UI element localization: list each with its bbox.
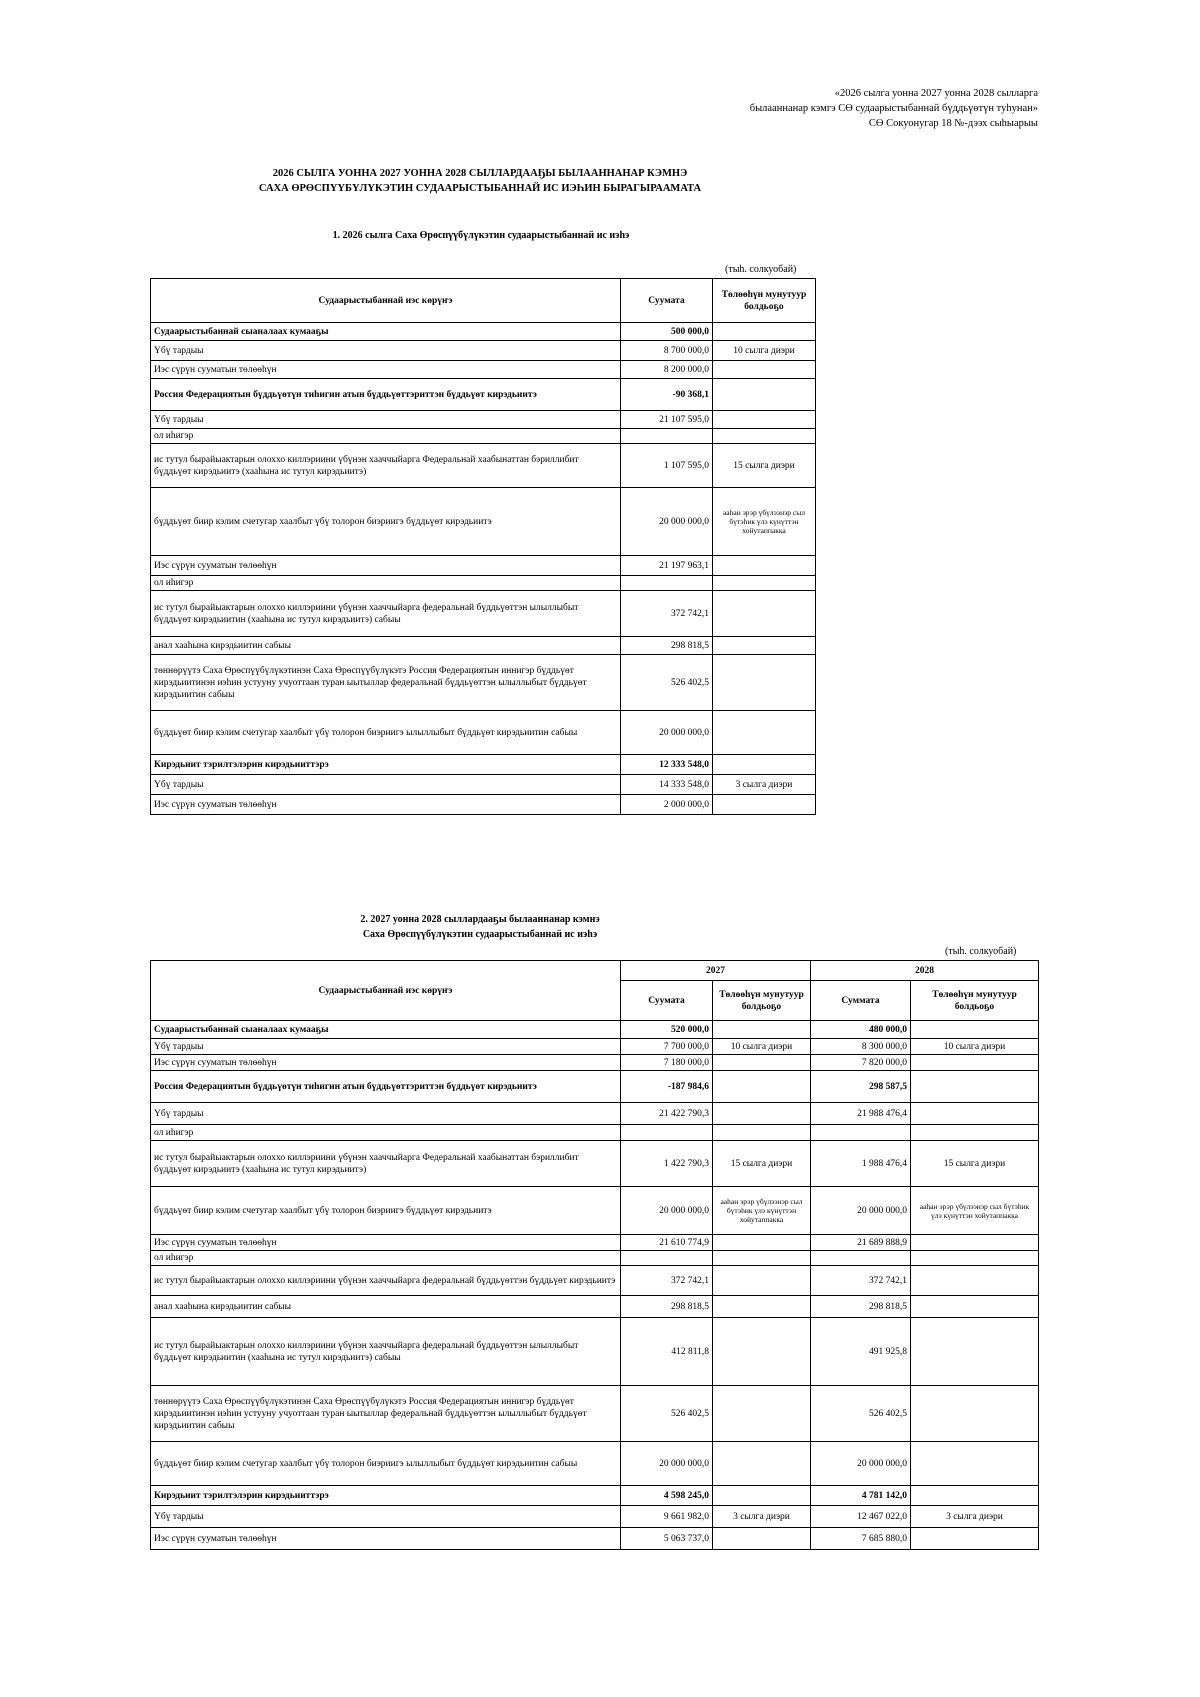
row-amount-2027: 526 402,5	[621, 1386, 713, 1442]
row-label: Кирэдьиит тэрилтэлэрин кирэдьииттэрэ	[151, 755, 621, 775]
row-amount: 298 818,5	[621, 637, 713, 655]
table-row	[151, 556, 816, 576]
row-amount-2028: 21 988 476,4	[811, 1103, 911, 1125]
row-label: ол иһигэр	[151, 429, 621, 444]
row-amount-2028: 12 467 022,0	[811, 1506, 911, 1528]
row-amount-2027: 20 000 000,0	[621, 1187, 713, 1235]
row-label: Иэс сүрүн сууматын төлөөһүн	[151, 795, 621, 815]
row-term-2028	[911, 1235, 1039, 1251]
row-amount-2027: 7 180 000,0	[621, 1055, 713, 1071]
row-term-2028: ааһан эрэр үбүлээнэр сыл бүтэһик үлэ күнүттэн хойутаппакка	[911, 1187, 1039, 1235]
row-amount: 8 700 000,0	[621, 341, 713, 361]
table-row	[151, 655, 816, 711]
row-label: бүддьүөт биир кэлим счетугар хаалбыт үбү толорон биэриигэ ылыллыбыт бүддьүөт кирэдьиитин сабыы	[151, 1442, 621, 1486]
table-row	[151, 1528, 1039, 1550]
table-row	[151, 1296, 1039, 1318]
row-amount-2027: 372 742,1	[621, 1266, 713, 1296]
section-2-title-line-2: Саха Өрөспүүбүлүкэтин судаарыстыбаннай ис иэһэ	[362, 929, 598, 940]
table-row	[151, 1235, 1039, 1251]
table-row	[151, 755, 816, 775]
row-term-2027	[713, 1125, 811, 1141]
row-amount-2028: 4 781 142,0	[811, 1486, 911, 1506]
row-term-2027	[713, 1528, 811, 1550]
document-title-line-1: 2026 СЫЛГА УОННА 2027 УОННА 2028 СЫЛЛАРДААҔЫ БЫЛААННАНАР КЭМНЭ	[272, 168, 688, 179]
row-term-2027	[713, 1251, 811, 1266]
table-row	[151, 711, 816, 755]
document-title	[180, 166, 780, 196]
table-row	[151, 1103, 1039, 1125]
row-term	[713, 655, 816, 711]
table-row	[151, 1386, 1039, 1442]
row-amount-2027: -187 984,6	[621, 1071, 713, 1103]
row-label: төннөрүүтэ Саха Өрөспүүбүлүкэтинэн Саха Өрөспүүбүлүкэтэ Россия Федерациятын иннигэр бүддьүөт кирэдьиитинэн иэһин устууну учуоттаан туран ыытыллар федеральнай бүддьүөттэн ылыллыбыт бүддьүөт кирэдьиитин сабыы	[151, 1386, 621, 1442]
table-row	[151, 576, 816, 591]
table-row	[151, 379, 816, 411]
section-1-header-row	[151, 279, 816, 323]
row-term: ааһан эрэр үбүлээнэр сыл бүтэһик үлэ күнүттэн хойутаппакка	[713, 488, 816, 556]
row-amount-2028: 526 402,5	[811, 1386, 911, 1442]
row-amount: 526 402,5	[621, 655, 713, 711]
row-term-2028	[911, 1528, 1039, 1550]
header-note-line-3: СӨ Сокуонугар 18 №-дээх сыһыарыы	[868, 118, 1038, 129]
header-amount: Суумата	[621, 279, 713, 323]
row-label: ол иһигэр	[151, 1251, 621, 1266]
header-note	[750, 86, 1038, 131]
table-row	[151, 591, 816, 637]
row-amount-2028	[811, 1125, 911, 1141]
row-label: Үбү тардыы	[151, 341, 621, 361]
header-term-2028: Төлөөһүн мунутуур болдьоҕо	[911, 981, 1039, 1021]
table-row	[151, 1187, 1039, 1235]
row-label: Иэс сүрүн сууматын төлөөһүн	[151, 556, 621, 576]
row-term-2027	[713, 1021, 811, 1039]
row-term	[713, 591, 816, 637]
row-term-2028	[911, 1103, 1039, 1125]
row-term: 3 сылга диэри	[713, 775, 816, 795]
row-label: ис тутул бырайыактарын олоххо киллэриини үбүнэн хааччыйарга федеральнай бүддьүөттэн бүддьүөт кирэдьиитэ	[151, 1266, 621, 1296]
row-amount: 2 000 000,0	[621, 795, 713, 815]
row-term: 10 сылга диэри	[713, 341, 816, 361]
row-term-2028	[911, 1021, 1039, 1039]
table-row	[151, 1125, 1039, 1141]
row-term-2028	[911, 1071, 1039, 1103]
row-term-2027	[713, 1486, 811, 1506]
row-term	[713, 576, 816, 591]
row-term-2027: 10 сылга диэри	[713, 1039, 811, 1055]
row-amount-2027	[621, 1125, 713, 1141]
row-term-2028: 10 сылга диэри	[911, 1039, 1039, 1055]
row-term	[713, 429, 816, 444]
table-row	[151, 1039, 1039, 1055]
row-amount-2028: 298 818,5	[811, 1296, 911, 1318]
header-term: Төлөөһүн мунутуур болдьоҕо	[713, 279, 816, 323]
row-amount-2028: 1 988 476,4	[811, 1141, 911, 1187]
row-label: Россия Федерациятын бүддьүөтүн тиһигин атын бүддьүөттэриттэн бүддьүөт кирэдьиитэ	[151, 379, 621, 411]
section-1-unit-label: (тыһ. солкуобай)	[725, 264, 797, 275]
table-row	[151, 444, 816, 488]
row-term-2028	[911, 1442, 1039, 1486]
row-amount-2028: 7 685 880,0	[811, 1528, 911, 1550]
row-label: Үбү тардыы	[151, 1103, 621, 1125]
row-term-2028: 3 сылга диэри	[911, 1506, 1039, 1528]
table-row	[151, 488, 816, 556]
row-term-2028	[911, 1266, 1039, 1296]
section-1-table-body	[151, 323, 816, 815]
row-term-2028	[911, 1486, 1039, 1506]
header-debt-type: Судаарыстыбаннай иэс көрүҥэ	[151, 961, 621, 1021]
row-amount-2028: 491 925,8	[811, 1318, 911, 1386]
row-term-2027	[713, 1055, 811, 1071]
table-row	[151, 1486, 1039, 1506]
row-term-2027	[713, 1318, 811, 1386]
row-term-2028	[911, 1251, 1039, 1266]
row-term	[713, 323, 816, 341]
document-title-line-2: САХА ӨРӨСПҮҮБҮЛҮКЭТИН СУДААРЫСТЫБАННАЙ ИС ИЭҺИН БЫРАГЫРААМАТА	[258, 183, 702, 194]
row-term	[713, 556, 816, 576]
row-term-2028	[911, 1386, 1039, 1442]
table-row	[151, 1442, 1039, 1486]
table-row	[151, 637, 816, 655]
section-2-header-row-years	[151, 961, 1039, 981]
row-amount	[621, 576, 713, 591]
row-label: Үбү тардыы	[151, 1039, 621, 1055]
row-amount-2027: 20 000 000,0	[621, 1442, 713, 1486]
row-amount: 372 742,1	[621, 591, 713, 637]
row-label: төннөрүүтэ Саха Өрөспүүбүлүкэтинэн Саха Өрөспүүбүлүкэтэ Россия Федерациятын иннигэр бүддьүөт кирэдьиитинэн иэһин устууну учуоттаан туран ыытыллар федеральнай бүддьүөттэн ылыллыбыт бүддьүөт кирэдьиитин сабыы	[151, 655, 621, 711]
table-row	[151, 775, 816, 795]
row-amount-2027: 1 422 790,3	[621, 1141, 713, 1187]
header-debt-type: Судаарыстыбаннай иэс көрүҥэ	[151, 279, 621, 323]
row-amount-2027	[621, 1251, 713, 1266]
header-note-line-1: «2026 сылга уонна 2027 уонна 2028 сылларга	[834, 88, 1038, 99]
section-2-unit-label: (тыһ. солкуобай)	[945, 946, 1017, 957]
table-row	[151, 1071, 1039, 1103]
row-amount: 20 000 000,0	[621, 488, 713, 556]
row-label: ол иһигэр	[151, 1125, 621, 1141]
row-label: бүддьүөт биир кэлим счетугар хаалбыт үбү толорон биэриигэ ылыллыбыт бүддьүөт кирэдьиитин сабыы	[151, 711, 621, 755]
row-amount-2028: 8 300 000,0	[811, 1039, 911, 1055]
row-term-2028: 15 сылга диэри	[911, 1141, 1039, 1187]
header-amount-2028: Суммата	[811, 981, 911, 1021]
row-term	[713, 795, 816, 815]
row-term-2027	[713, 1071, 811, 1103]
row-amount-2027: 21 422 790,3	[621, 1103, 713, 1125]
row-amount-2027: 298 818,5	[621, 1296, 713, 1318]
row-term-2027	[713, 1103, 811, 1125]
row-label: Судаарыстыбаннай сыаналаах кумааҕы	[151, 323, 621, 341]
row-amount-2028: 21 689 888,9	[811, 1235, 911, 1251]
table-row	[151, 1055, 1039, 1071]
row-amount-2028: 20 000 000,0	[811, 1442, 911, 1486]
table-row	[151, 1266, 1039, 1296]
row-label: ис тутул бырайыактарын олоххо киллэриини үбүнэн хааччыйарга Федеральнай хаабынаттан бэриллибит бүддьүөт кирэдьиитэ (хааһына ис тутул кирэдьиитэ)	[151, 444, 621, 488]
row-term-2027: ааһан эрэр үбүлээнэр сыл бүтэһик үлэ күнүттэн хойутаппакка	[713, 1187, 811, 1235]
row-label: Кирэдьиит тэрилтэлэрин кирэдьииттэрэ	[151, 1486, 621, 1506]
header-term-2027: Төлөөһүн мунутуур болдьоҕо	[713, 981, 811, 1021]
row-label: ис тутул бырайыактарын олоххо киллэриини үбүнэн хааччыйарга федеральнай бүддьүөттэн ылыллыбыт бүддьүөт кирэдьиитин (хааһына ис тутул кирэдьиитэ) сабыы	[151, 1318, 621, 1386]
row-term-2028	[911, 1318, 1039, 1386]
row-amount-2027: 21 610 774,9	[621, 1235, 713, 1251]
row-amount-2027: 9 661 982,0	[621, 1506, 713, 1528]
row-amount	[621, 429, 713, 444]
table-row	[151, 361, 816, 379]
row-label: Иэс сүрүн сууматын төлөөһүн	[151, 1055, 621, 1071]
row-label: Россия Федерациятын бүддьүөтүн тиһигин атын бүддьүөттэриттэн бүддьүөт кирэдьиитэ	[151, 1071, 621, 1103]
row-term-2028	[911, 1296, 1039, 1318]
row-label: анал хааһына кирэдьиитин сабыы	[151, 637, 621, 655]
section-2-title	[180, 912, 780, 942]
section-2-title-line-1: 2. 2027 уонна 2028 сыллардааҕы былааннанар кэмнэ	[360, 914, 600, 925]
row-term-2028	[911, 1055, 1039, 1071]
section-2-table-body	[151, 1021, 1039, 1550]
row-amount-2028: 480 000,0	[811, 1021, 911, 1039]
table-row	[151, 411, 816, 429]
row-label: Үбү тардыы	[151, 1506, 621, 1528]
row-term-2027: 15 сылга диэри	[713, 1141, 811, 1187]
row-label: Үбү тардыы	[151, 411, 621, 429]
row-term-2027: 3 сылга диэри	[713, 1506, 811, 1528]
row-amount-2028: 7 820 000,0	[811, 1055, 911, 1071]
row-term	[713, 411, 816, 429]
row-label: Үбү тардыы	[151, 775, 621, 795]
row-amount-2027: 7 700 000,0	[621, 1039, 713, 1055]
row-term	[713, 637, 816, 655]
row-label: ол иһигэр	[151, 576, 621, 591]
table-row	[151, 1251, 1039, 1266]
row-term-2027	[713, 1386, 811, 1442]
row-amount: 21 107 595,0	[621, 411, 713, 429]
row-amount: 21 197 963,1	[621, 556, 713, 576]
row-label: Иэс сүрүн сууматын төлөөһүн	[151, 361, 621, 379]
row-amount-2027: 412 811,8	[621, 1318, 713, 1386]
row-label: бүддьүөт биир кэлим счетугар хаалбыт үбү толорон биэриигэ бүддьүөт кирэдьиитэ	[151, 488, 621, 556]
row-amount-2028	[811, 1251, 911, 1266]
row-amount: 14 333 548,0	[621, 775, 713, 795]
row-amount-2027: 520 000,0	[621, 1021, 713, 1039]
row-amount-2028: 298 587,5	[811, 1071, 911, 1103]
row-label: Иэс сүрүн сууматын төлөөһүн	[151, 1235, 621, 1251]
table-row	[151, 429, 816, 444]
section-1-title: 1. 2026 сылга Саха Өрөспүүбүлүкэтин судаарыстыбаннай ис иэһэ	[332, 230, 630, 241]
row-term	[713, 755, 816, 775]
header-amount-2027: Суумата	[621, 981, 713, 1021]
row-amount: 1 107 595,0	[621, 444, 713, 488]
row-term	[713, 379, 816, 411]
table-row	[151, 1318, 1039, 1386]
row-term-2028	[911, 1125, 1039, 1141]
row-amount: 8 200 000,0	[621, 361, 713, 379]
table-row	[151, 1141, 1039, 1187]
row-label: ис тутул бырайыактарын олоххо киллэриини үбүнэн хааччыйарга Федеральнай хаабынаттан бэриллибит бүддьүөт кирэдьиитэ (хааһына ис тутул кирэдьиитэ)	[151, 1141, 621, 1187]
section-2-table	[150, 960, 1039, 1550]
row-term	[713, 361, 816, 379]
row-term-2027	[713, 1296, 811, 1318]
header-year-2027: 2027	[621, 961, 811, 981]
row-term: 15 сылга диэри	[713, 444, 816, 488]
row-amount-2027: 4 598 245,0	[621, 1486, 713, 1506]
row-term	[713, 711, 816, 755]
header-note-line-2: былааннанар кэмгэ СӨ судаарыстыбаннай бүддьүөтүн туһунан»	[749, 103, 1038, 114]
row-label: бүддьүөт биир кэлим счетугар хаалбыт үбү толорон биэриигэ бүддьүөт кирэдьиитэ	[151, 1187, 621, 1235]
table-row	[151, 341, 816, 361]
table-row	[151, 323, 816, 341]
row-amount: 12 333 548,0	[621, 755, 713, 775]
row-label: Иэс сүрүн сууматын төлөөһүн	[151, 1528, 621, 1550]
row-label: Судаарыстыбаннай сыаналаах кумааҕы	[151, 1021, 621, 1039]
table-row	[151, 1021, 1039, 1039]
section-1-table	[150, 278, 816, 815]
table-row	[151, 1506, 1039, 1528]
table-row	[151, 795, 816, 815]
row-amount-2028: 372 742,1	[811, 1266, 911, 1296]
row-term-2027	[713, 1235, 811, 1251]
row-term-2027	[713, 1442, 811, 1486]
row-term-2027	[713, 1266, 811, 1296]
row-amount: 20 000 000,0	[621, 711, 713, 755]
row-label: ис тутул бырайыактарын олоххо киллэриини үбүнэн хааччыйарга федеральнай бүддьүөттэн ылыллыбыт бүддьүөт кирэдьиитин (хааһына ис тутул кирэдьиитэ) сабыы	[151, 591, 621, 637]
row-amount-2028: 20 000 000,0	[811, 1187, 911, 1235]
row-label: анал хааһына кирэдьиитин сабыы	[151, 1296, 621, 1318]
row-amount-2027: 5 063 737,0	[621, 1528, 713, 1550]
header-year-2028: 2028	[811, 961, 1039, 981]
row-amount: 500 000,0	[621, 323, 713, 341]
row-amount: -90 368,1	[621, 379, 713, 411]
